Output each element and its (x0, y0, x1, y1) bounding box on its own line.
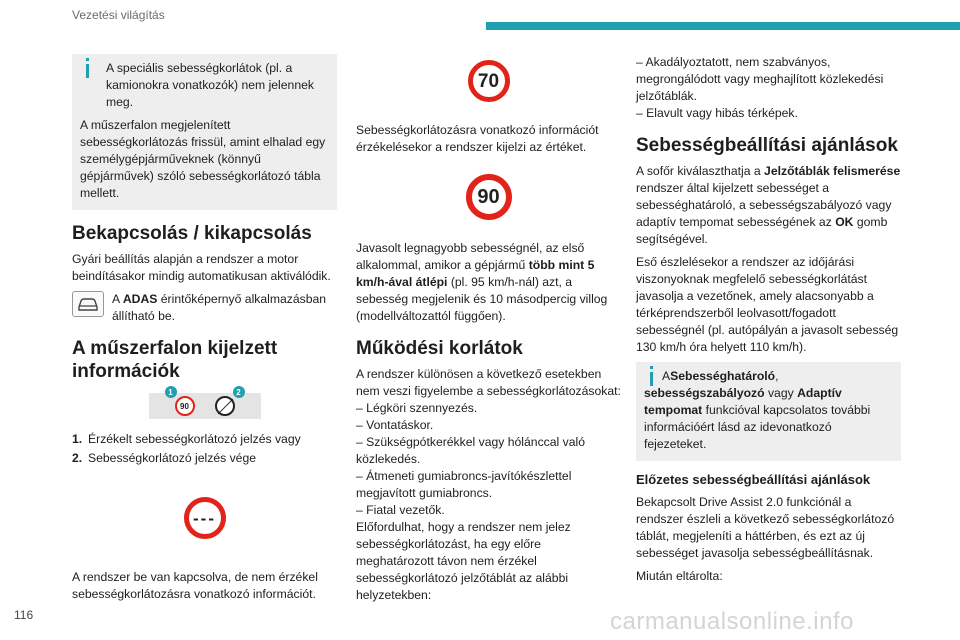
note-text-2: A műszerfalon megjelenített sebességkorlátozás frissül, amint elhalad egy személygépjárműveknek (könnyű gépjárművek) szóló sebességkorlátozó tábla mellett. (80, 118, 326, 200)
paragraph-drive-assist: Bekapcsolt Drive Assist 2.0 funkciónál a rendszer észleli a következő sebességkorlátozó táblát, megjeleníti a háttérben, és ezt az új sebességet javasolja sebességbeállításnak. (636, 495, 895, 560)
page-number: 116 (14, 608, 34, 622)
heading-recommendations: Sebességbeállítási ajánlások (636, 135, 898, 156)
paragraph-detected: Sebességkorlátozásra vonatkozó információt érzékelésekor a rendszer kijelzi az értéket. (356, 123, 599, 154)
list-item: – Akadályoztatott, nem szabványos, megrongálódott vagy meghajlított közlekedési jelzőtáblák. (636, 55, 884, 103)
badge-2: 2 (233, 386, 245, 398)
speed-limit-sign-icon: 90 (175, 396, 195, 416)
paragraph-limits: A rendszer különösen a következő esetekben nem veszi figyelembe a sebességkorlátozásokat: (356, 367, 621, 398)
end-of-limit-sign-icon (215, 396, 235, 416)
list-item: – Vontatáskor. (356, 418, 434, 432)
paragraph-no-info: A rendszer be van kapcsolva, de nem érzékel sebességkorlátozásra vonatkozó információt. (72, 570, 318, 601)
heading-dashboard-info: A műszerfalon kijelzett információk (72, 338, 278, 382)
heading-pre-recommendations: Előzetes sebességbeállítási ajánlások (636, 472, 871, 487)
list-item: 1. Érzékelt sebességkorlátozó jelzés vagy (72, 432, 301, 446)
list-item: – Légköri szennyezés. (356, 401, 478, 415)
adas-instruction: A ADAS érintőképernyő alkalmazásban állítható be. (72, 291, 337, 325)
no-info-sign: --- (72, 497, 337, 539)
speed-sign-70: 70 (356, 60, 621, 102)
column-3 (636, 54, 901, 591)
heading-on-off: Bekapcsolás / kikapcsolás (72, 223, 312, 244)
paragraph-may-not: Előfordulhat, hogy a rendszer nem jelez sebességkorlátozást, ha egy előre meghatározott távon nem érzékel sebességkorlátozó jelzőtáblát az alábbi helyzetekben: (356, 520, 571, 602)
speed-sign-90: 90 (356, 174, 621, 220)
paragraph-rain: Eső észlelésekor a rendszer az időjárási viszonyoknak megfelelő sebességkorlátást javasolja a vezetőnek, amely alacsonyabb a térképrendszerből leolvasott/fogadott sebességnél (pl. autópályán a javasolt sebesség 130 km/h óra helyett 110 km/h). (636, 255, 899, 354)
column-2 (356, 54, 621, 610)
list-item: – Elavult vagy hibás térképek. (636, 106, 798, 120)
paragraph-select: A sofőr kiválaszthatja a Jelzőtáblák felismerése rendszer által kijelzett sebességet a sebességhatároló, a sebességszabályozó vagy adaptív tempomat sebességének az OK gomb segítségével. (636, 164, 901, 246)
info-icon (86, 58, 89, 61)
info-icon (650, 366, 653, 369)
paragraph-default: Gyári beállítás alapján a rendszer a motor beindításakor mindig automatikusan aktiválódik. (72, 252, 331, 283)
heading-limits: Működési korlátok (356, 338, 523, 359)
paragraph-blink: Javasolt legnagyobb sebességnél, az első alkalommal, amikor a gépjármű több mint 5 km/h-ával átlépi (pl. 95 km/h-nál) azt, a sebesség megjelenik és 10 másodpercig villog (modellváltozattól függően). (356, 241, 608, 323)
info-note (72, 54, 337, 210)
list-item: – Átmeneti gumiabroncs-javítókészlettel megjavított gumiabroncs. (356, 469, 572, 500)
watermark: carmanualsonline.info (610, 608, 854, 635)
info-note-2: ASebességhatároló, sebességszabályozó vagy Adaptív tempomat funkcióval kapcsolatos további információért lásd az idevonatkozó fejezeteket. (636, 362, 901, 461)
list-item: 2. Sebességkorlátozó jelzés vége (72, 451, 257, 465)
limits-list (356, 400, 621, 519)
car-icon (72, 291, 104, 317)
legend-list (72, 431, 337, 467)
header-accent-bar (486, 22, 960, 30)
dashboard-sign-panel (149, 387, 261, 419)
paragraph-after: Miután eltárolta: (636, 569, 723, 583)
badge-1: 1 (165, 386, 177, 398)
column-1 (72, 54, 337, 609)
cases-list (636, 54, 901, 122)
list-item: – Szükségpótkerékkel vagy hólánccal való közlekedés. (356, 435, 585, 466)
list-item: – Fiatal vezetők. (356, 503, 445, 517)
note-text-1: A speciális sebességkorlátok (pl. a kamionokra vonatkozók) nem jelennek meg. (106, 61, 314, 109)
running-header: Vezetési világítás (72, 8, 165, 22)
